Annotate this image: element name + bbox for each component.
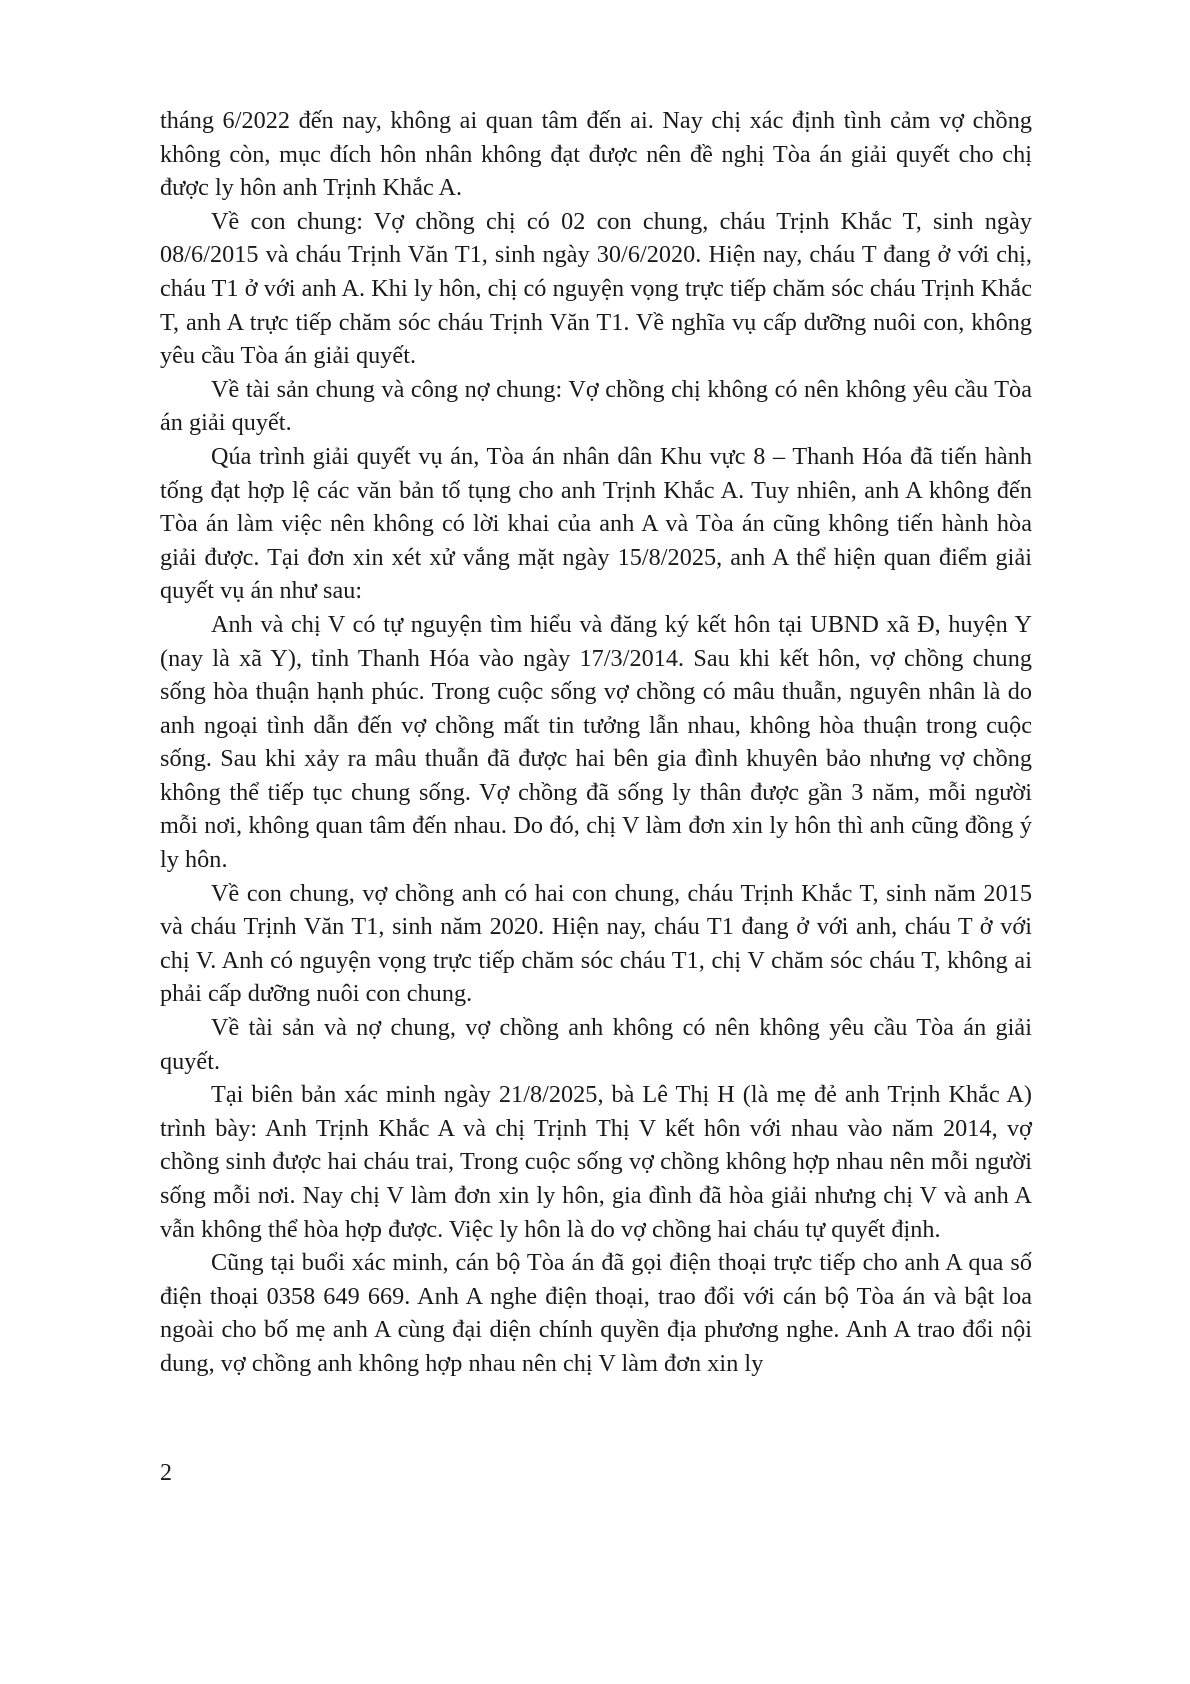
paragraph-1: tháng 6/2022 đến nay, không ai quan tâm đến ai. Nay chị xác định tình cảm vợ chồng không còn, mục đích hôn nhân không đạt được nên đề nghị Tòa án giải quyết cho chị được ly hôn anh Trịnh Khắc A.: [160, 107, 1032, 202]
document-body: [160, 104, 1032, 1381]
paragraph-7-property-statement: Về tài sản và nợ chung, vợ chồng anh không có nên không yêu cầu Tòa án giải quyết.: [160, 1014, 1032, 1075]
paragraph-6-children-statement: Về con chung, vợ chồng anh có hai con chung, cháu Trịnh Khắc T, sinh năm 2015 và cháu Trịnh Văn T1, sinh năm 2020. Hiện nay, cháu T1 đang ở với anh, cháu T ở với chị V. Anh có nguyện vọng trực tiếp chăm sóc cháu T1, chị V chăm sóc cháu T, không ai phải cấp dưỡng nuôi con chung.: [160, 879, 1032, 1008]
paragraph-2-children: Về con chung: Vợ chồng chị có 02 con chung, cháu Trịnh Khắc T, sinh ngày 08/6/2015 và cháu Trịnh Văn T1, sinh ngày 30/6/2020. Hiện nay, cháu T đang ở với chị, cháu T1 ở với anh A. Khi ly hôn, chị có nguyện vọng trực tiếp chăm sóc cháu Trịnh Khắc T, anh A trực tiếp chăm sóc cháu Trịnh Văn T1. Về nghĩa vụ cấp dưỡng nuôi con, không yêu cầu Tòa án giải quyết.: [160, 207, 1032, 370]
page-number: 2: [160, 1460, 172, 1486]
paragraph-4-proceedings: Qúa trình giải quyết vụ án, Tòa án nhân dân Khu vực 8 – Thanh Hóa đã tiến hành tống đạt hợp lệ các văn bản tố tụng cho anh Trịnh Khắc A. Tuy nhiên, anh A không đến Tòa án làm việc nên không có lời khai của anh A và Tòa án cũng không tiến hành hòa giải được. Tại đơn xin xét xử vắng mặt ngày 15/8/2025, anh A thể hiện quan điểm giải quyết vụ án như sau:: [160, 442, 1032, 605]
paragraph-8-verification: Tại biên bản xác minh ngày 21/8/2025, bà Lê Thị H (là mẹ đẻ anh Trịnh Khắc A) trình bày: Anh Trịnh Khắc A và chị Trịnh Thị V kết hôn với nhau vào năm 2014, vợ chồng sinh được hai cháu trai, Trong cuộc sống vợ chồng không hợp nhau nên mỗi người sống mỗi nơi. Nay chị V làm đơn xin ly hôn, gia đình đã hòa giải nhưng chị V và anh A vẫn không thể hòa hợp được. Việc ly hôn là do vợ chồng hai cháu tự quyết định.: [160, 1081, 1032, 1243]
paragraph-9-phone-call: Cũng tại buổi xác minh, cán bộ Tòa án đã gọi điện thoại trực tiếp cho anh A qua số điện thoại 0358 649 669. Anh A nghe điện thoại, trao đổi với cán bộ Tòa án và bật loa ngoài cho bố mẹ anh A cùng đại diện chính quyền địa phương nghe. Anh A trao đổi nội dung, vợ chồng anh không hợp nhau nên chị V làm đơn xin ly: [160, 1249, 1032, 1377]
paragraph-3-property: Về tài sản chung và công nợ chung: Vợ chồng chị không có nên không yêu cầu Tòa án giải quyết.: [160, 375, 1032, 437]
paragraph-5-statement: Anh và chị V có tự nguyện tìm hiểu và đăng ký kết hôn tại UBND xã Đ, huyện Y (nay là xã Y), tỉnh Thanh Hóa vào ngày 17/3/2014. Sau khi kết hôn, vợ chồng chung sống hòa thuận hạnh phúc. Trong cuộc sống vợ chồng có mâu thuẫn, nguyên nhân là do anh ngoại tình dẫn đến vợ chồng mất tin tưởng lẫn nhau, không hòa thuận trong cuộc sống. Sau khi xảy ra mâu thuẫn đã được hai bên gia đình khuyên bảo nhưng vợ chồng không thể tiếp tục chung sống. Vợ chồng đã sống ly thân được gần 3 năm, mỗi người mỗi nơi, không quan tâm đến nhau. Do đó, chị V làm đơn xin ly hôn thì anh cũng đồng ý ly hôn.: [160, 610, 1032, 874]
